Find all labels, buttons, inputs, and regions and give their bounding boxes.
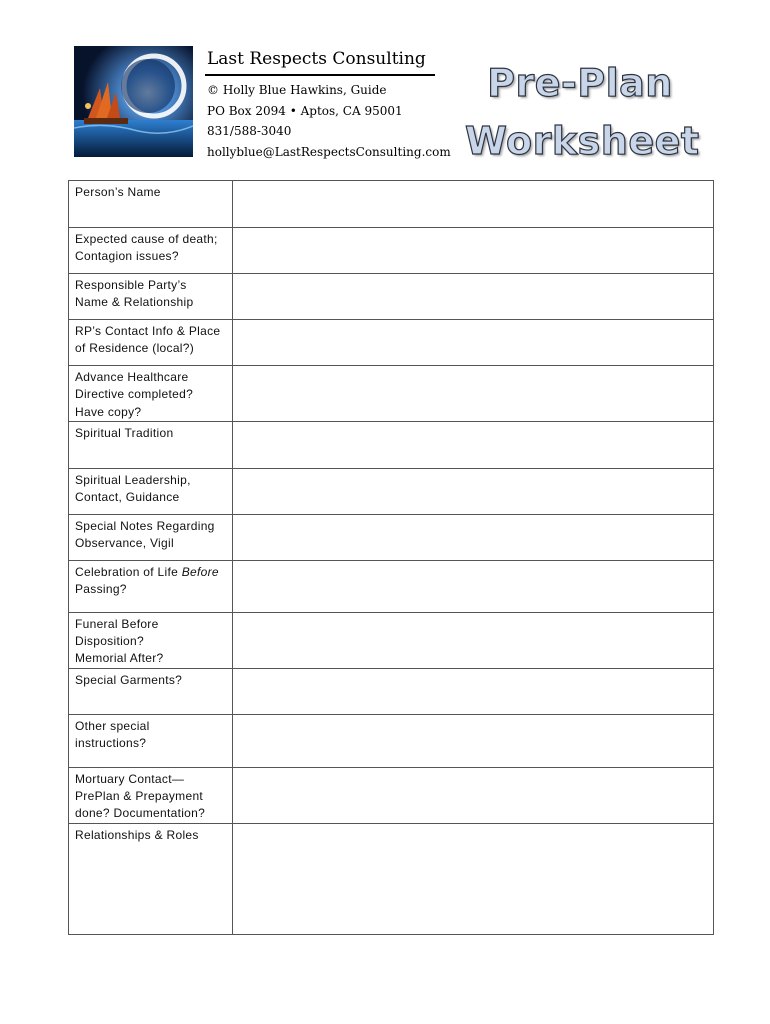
label-line: Person’s Name (75, 185, 161, 199)
row-label (69, 421, 233, 468)
label-line: Celebration of Life (75, 564, 182, 579)
table-row (69, 514, 714, 560)
label-line: Relationships & Roles (75, 827, 199, 842)
answer-cell[interactable] (233, 612, 714, 668)
answer-cell[interactable] (233, 514, 714, 560)
label-emphasis: Before (181, 564, 219, 579)
table-row (69, 228, 714, 274)
answer-cell[interactable] (233, 421, 714, 468)
label-line: Advance Healthcare (75, 370, 189, 384)
label-line: PrePlan & Prepayment (75, 789, 204, 804)
label-line: Special Garments? (75, 672, 183, 687)
label-line: done? Documentation? (75, 806, 206, 821)
label-line: Expected cause of death; (75, 232, 218, 246)
label-line: instructions? (75, 736, 147, 751)
row-label (69, 560, 233, 612)
label-line: Responsible Party’s (75, 278, 187, 292)
row-label (69, 181, 233, 228)
answer-cell[interactable] (233, 320, 714, 366)
row-label (69, 714, 233, 767)
table-row (69, 612, 714, 668)
row-label (69, 514, 233, 560)
row-label (69, 468, 233, 514)
label-line: RP’s Contact Info & Place (75, 324, 221, 338)
row-label (69, 274, 233, 320)
address-line: PO Box 2094 • Aptos, CA 95001 (207, 103, 403, 118)
worksheet-table (68, 180, 714, 935)
answer-cell[interactable] (233, 560, 714, 612)
table-row (69, 668, 714, 714)
row-label (69, 320, 233, 366)
table-row (69, 468, 714, 514)
answer-cell[interactable] (233, 181, 714, 228)
label-line: Have copy? (75, 404, 142, 419)
label-line: Memorial After? (75, 651, 164, 666)
label-line: Funeral Before (75, 616, 159, 631)
email-line: hollyblue@LastRespectsConsulting.com (207, 144, 451, 159)
answer-cell[interactable] (233, 767, 714, 823)
row-label (69, 823, 233, 934)
label-line: Name & Relationship (75, 295, 194, 310)
page-title (465, 54, 700, 170)
table-row (69, 320, 714, 366)
answer-cell[interactable] (233, 668, 714, 714)
label-line: Passing? (75, 582, 127, 597)
answer-cell[interactable] (233, 468, 714, 514)
guide-line: © Holly Blue Hawkins, Guide (207, 83, 387, 97)
row-label (69, 612, 233, 668)
label-line: Contact, Guidance (75, 490, 180, 505)
table-row (69, 421, 714, 468)
table-row (69, 181, 714, 228)
label-line: Disposition? (75, 634, 144, 649)
row-label (69, 767, 233, 823)
label-line: Special Notes Regarding (75, 518, 215, 533)
label-line: Mortuary Contact— (75, 771, 185, 786)
label-line: Other special (75, 718, 150, 733)
logo-image (74, 46, 193, 157)
company-name: Last Respects Consulting (205, 46, 435, 76)
table-row (69, 366, 714, 422)
answer-cell[interactable] (233, 714, 714, 767)
row-label (69, 228, 233, 274)
row-label (69, 668, 233, 714)
title-line-2: Worksheet (465, 119, 700, 163)
table-row (69, 823, 714, 934)
phone-line: 831/588-3040 (207, 124, 292, 138)
table-row (69, 714, 714, 767)
row-label (69, 366, 233, 422)
label-line: Spiritual Leadership, (75, 472, 191, 487)
company-block (205, 46, 451, 162)
answer-cell[interactable] (233, 823, 714, 934)
title-line-1: Pre-Plan (487, 61, 673, 105)
label-line: Contagion issues? (75, 249, 179, 264)
label-line: Observance, Vigil (75, 536, 174, 551)
label-line: of Residence (local?) (75, 341, 195, 356)
answer-cell[interactable] (233, 228, 714, 274)
answer-cell[interactable] (233, 274, 714, 320)
answer-cell[interactable] (233, 366, 714, 422)
label-line: Directive completed? (75, 387, 194, 402)
table-row (69, 560, 714, 612)
label-line: Spiritual Tradition (75, 425, 174, 440)
moon-sailboat-logo-icon (74, 46, 193, 157)
table-row (69, 274, 714, 320)
table-row (69, 767, 714, 823)
